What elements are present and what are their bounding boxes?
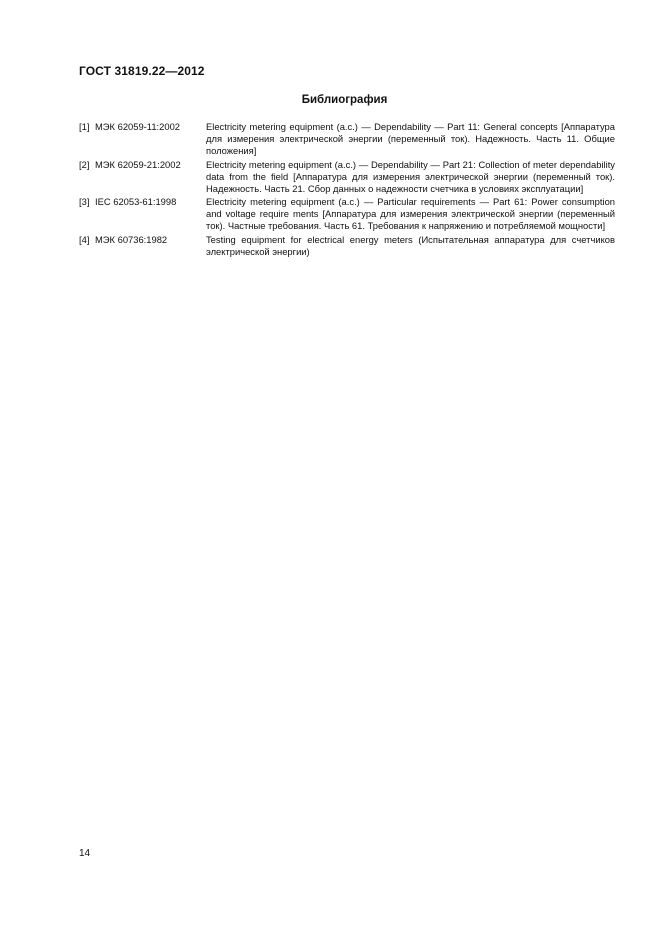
bibliography-entry bbox=[79, 159, 615, 195]
bibliography-entry bbox=[79, 234, 615, 258]
entry-number: [2] bbox=[79, 158, 90, 170]
entry-text: Electricity metering equipment (a.c.) — Particular requirements — Part 61: Power consumption and voltage require ments [Аппаратура для измерения электрической энергии (переменный ток). Частные требования. Часть 61. Требования к напряжению и потребляемой мощности] bbox=[206, 196, 615, 232]
entry-code: МЭК 62059-21:2002 bbox=[95, 158, 181, 170]
entry-code: IEC 62053-61:1998 bbox=[95, 196, 177, 208]
entry-code: МЭК 60736:1982 bbox=[95, 234, 168, 246]
page-number: 14 bbox=[79, 848, 91, 859]
bibliography-list bbox=[79, 121, 615, 260]
entry-text: Electricity metering equipment (a.c.) — Dependability — Part 21: Collection of meter dependability data from the field [Аппаратура для измерения электрической энергии (переменный ток). Надежность. Часть 21. Сбор данных о надежности счетчика в условиях эксплуатации] bbox=[206, 158, 615, 194]
bibliography-entry bbox=[79, 121, 615, 157]
document-header: ГОСТ 31819.22—2012 bbox=[79, 64, 205, 78]
entry-number: [1] bbox=[79, 121, 90, 132]
entry-number: [3] bbox=[79, 196, 90, 208]
entry-text: Electricity metering equipment (a.c.) — Dependability — Part 11: General concepts [Аппаратура для измерения электрической энергии (переменный ток). Надежность. Часть 11. Общие положения] bbox=[206, 121, 615, 156]
section-title: Библиография bbox=[301, 94, 388, 106]
entry-text: Testing equipment for electrical energy meters (Испытательная аппаратура для счетчиков электрической энергии) bbox=[206, 234, 615, 258]
bibliography-entry bbox=[79, 196, 615, 232]
entry-code: МЭК 62059-11:2002 bbox=[95, 121, 180, 132]
entry-number: [4] bbox=[79, 234, 90, 246]
